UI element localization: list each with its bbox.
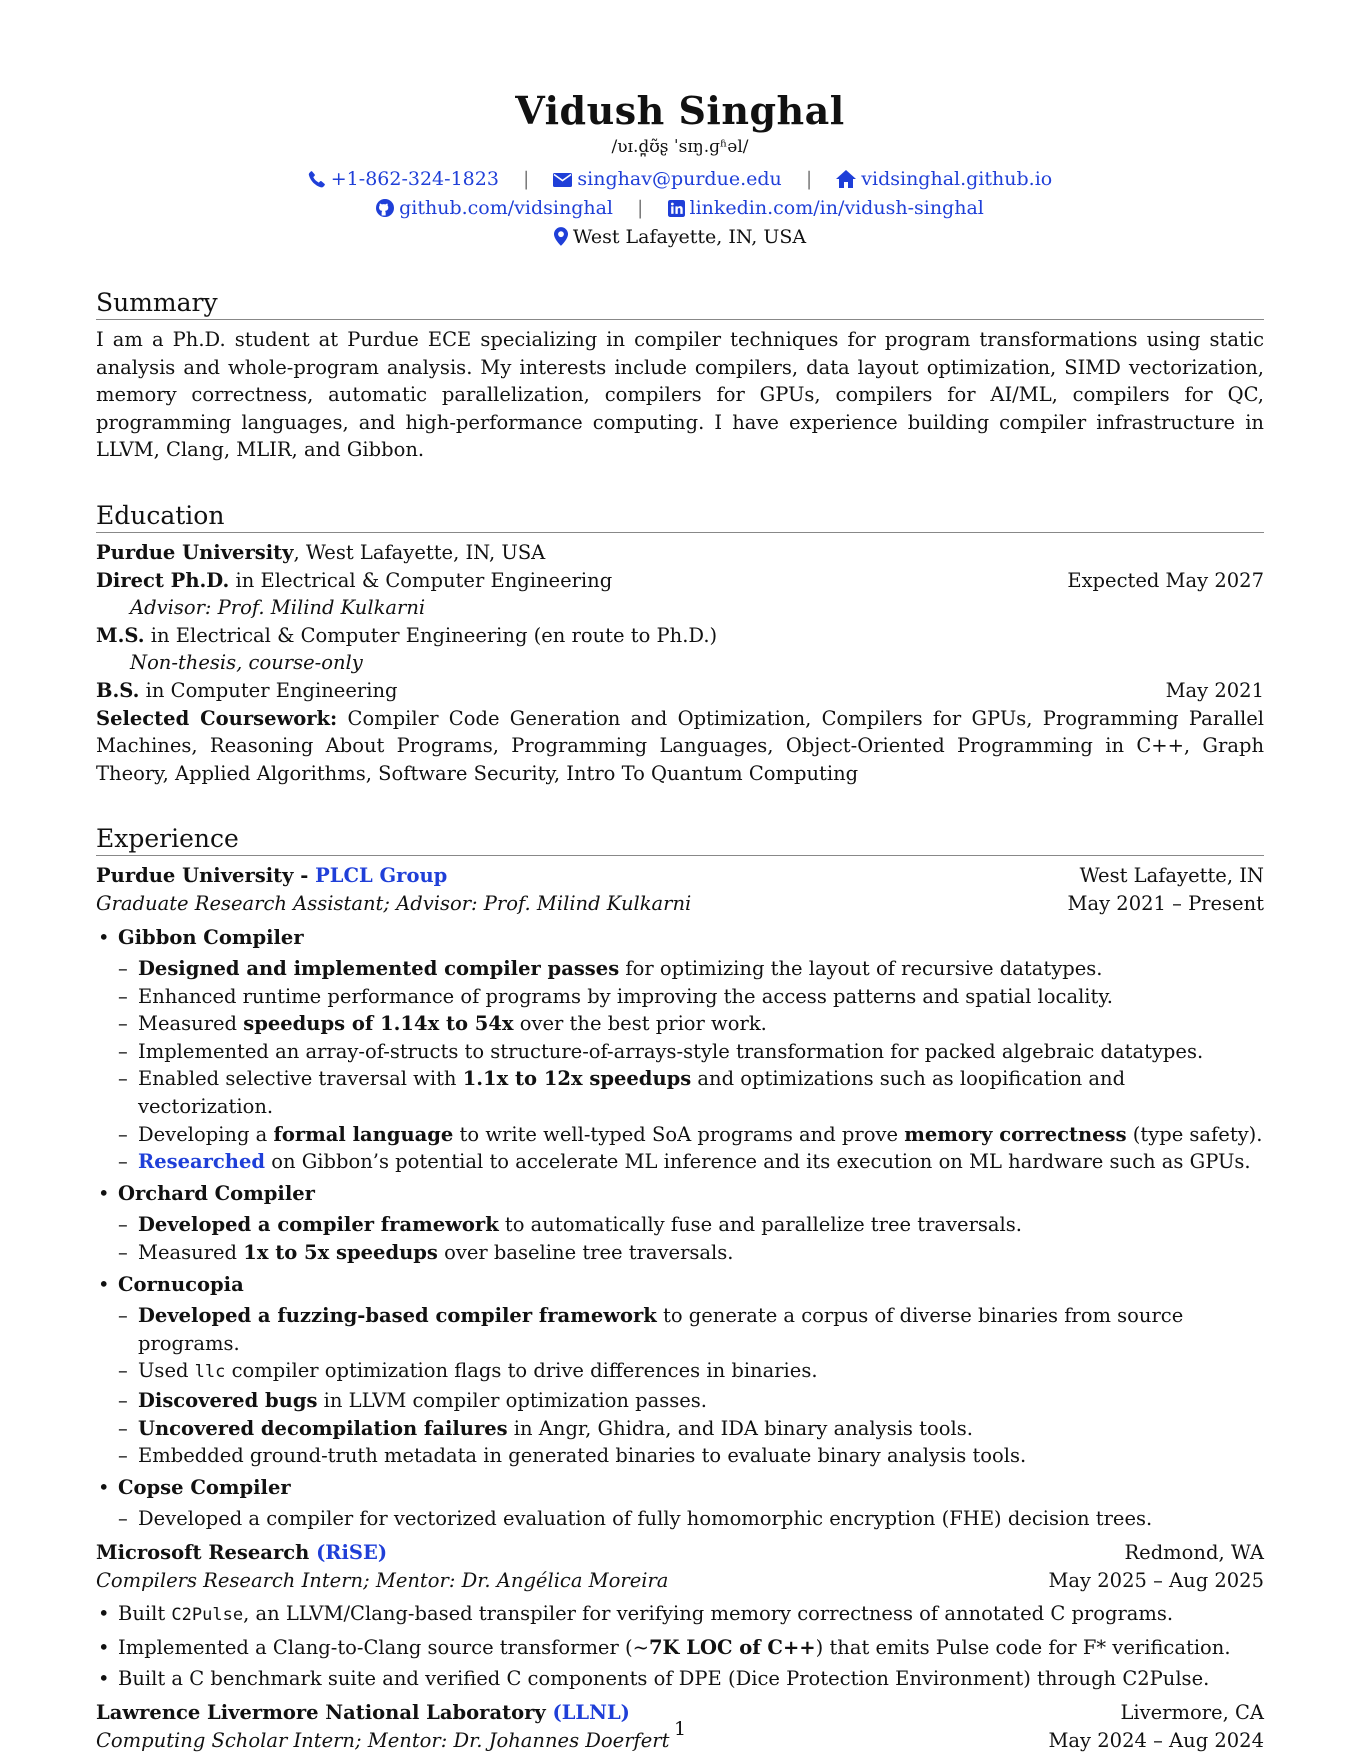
list-item: – Implemented an array-of-structs to structure-of-arrays-style transformation for packed algebraic datatypes. bbox=[118, 1038, 1264, 1066]
coursework bbox=[96, 705, 1264, 788]
purdue-dates: May 2021 – Present bbox=[1067, 891, 1264, 915]
item-text: over the best prior work. bbox=[513, 1012, 767, 1036]
code-text: C2Pulse bbox=[171, 1605, 244, 1626]
bold-text: Discovered bugs bbox=[138, 1389, 318, 1412]
list-item bbox=[118, 1302, 1264, 1357]
github-url: github.com/vidsinghal bbox=[399, 197, 613, 219]
item-text: Built bbox=[118, 1602, 172, 1626]
rise-group-link[interactable]: (RiSE) bbox=[316, 1540, 388, 1564]
bold-text: Developed a fuzzing-based compiler framework bbox=[138, 1304, 657, 1328]
list-item: – Enhanced runtime performance of programs by improving the access patterns and spatial locality. bbox=[118, 983, 1264, 1011]
msr-location: Redmond, WA bbox=[1124, 1540, 1264, 1564]
resume-header bbox=[96, 86, 1264, 253]
github-icon bbox=[376, 198, 394, 224]
purdue-org: Purdue University - bbox=[96, 864, 316, 888]
plcl-group-link[interactable]: PLCL Group bbox=[315, 864, 448, 888]
separator: | bbox=[805, 168, 813, 190]
item-text: over baseline tree traversals. bbox=[437, 1241, 734, 1265]
section-title-education: Education bbox=[96, 500, 1264, 533]
project-gibbon bbox=[96, 924, 1264, 1176]
msr-items bbox=[96, 1600, 1264, 1693]
bold-text: memory correctness bbox=[904, 1122, 1127, 1146]
purdue-location: West Lafayette, IN bbox=[1079, 864, 1264, 888]
list-item bbox=[118, 1387, 1264, 1415]
list-item bbox=[118, 955, 1264, 983]
website-link[interactable] bbox=[830, 168, 1052, 190]
section-title-summary: Summary bbox=[96, 287, 1264, 320]
phd-degree: Direct Ph.D. bbox=[96, 568, 230, 592]
website-url: vidsinghal.github.io bbox=[861, 168, 1053, 190]
list-item bbox=[96, 1600, 1264, 1630]
phone-link[interactable] bbox=[308, 168, 505, 190]
section-title-experience: Experience bbox=[96, 823, 1264, 856]
bold-text: speedups of 1.14x to 54x bbox=[243, 1012, 514, 1036]
msr-org: Microsoft Research bbox=[96, 1540, 317, 1564]
item-text: on Gibbon’s potential to accelerate ML inference and its execution on ML hardware such as GPUs. bbox=[265, 1150, 1251, 1174]
bs-row bbox=[96, 677, 1264, 705]
github-link[interactable] bbox=[376, 197, 619, 219]
item-text: Measured bbox=[138, 1241, 244, 1265]
list-item bbox=[118, 1065, 1264, 1120]
project-title: Cornucopia bbox=[118, 1272, 244, 1296]
linkedin-icon bbox=[668, 198, 685, 224]
project-orchard bbox=[96, 1180, 1264, 1267]
purdue-role-row bbox=[96, 890, 1264, 918]
msr-role: Compilers Research Intern; Mentor: Dr. Angélica Moreira bbox=[96, 1568, 669, 1592]
bs-degree: B.S. bbox=[96, 678, 140, 702]
project-title: Copse Compiler bbox=[118, 1475, 291, 1499]
contact-line-3 bbox=[96, 224, 1264, 253]
contact-line-1 bbox=[96, 166, 1264, 195]
item-text: in LLVM compiler optimization passes. bbox=[317, 1389, 708, 1412]
llnl-org: Lawrence Livermore National Laboratory bbox=[96, 1700, 553, 1724]
coursework-label: Selected Coursework: bbox=[96, 706, 338, 730]
cornucopia-items bbox=[118, 1302, 1264, 1470]
msr-role-row bbox=[96, 1567, 1264, 1595]
candidate-name: Vidush Singhal bbox=[515, 88, 845, 133]
phd-date: Expected May 2027 bbox=[1067, 568, 1264, 592]
item-text: Enabled selective traversal with bbox=[138, 1067, 463, 1091]
experience-purdue bbox=[96, 862, 1264, 1533]
purdue-org-row bbox=[96, 862, 1264, 890]
education-block bbox=[96, 539, 1264, 787]
gibbon-items bbox=[118, 955, 1264, 1176]
phone-number: +1-862-324-1823 bbox=[330, 168, 499, 190]
email-address: singhav@purdue.edu bbox=[577, 168, 782, 190]
list-item: – Developed a compiler for vectorized evaluation of fully homomorphic encryption (FHE) decision trees. bbox=[118, 1505, 1264, 1533]
ms-field: in Electrical & Computer Engineering (en route to Ph.D.) bbox=[144, 623, 718, 647]
code-text: llc bbox=[194, 1362, 226, 1383]
item-text: (type safety). bbox=[1126, 1122, 1263, 1146]
item-text: , an LLVM/Clang-based transpiler for verifying memory correctness of annotated C programs. bbox=[243, 1602, 1174, 1626]
llnl-link[interactable]: (LLNL) bbox=[552, 1700, 630, 1724]
item-text: to automatically fuse and parallelize tree traversals. bbox=[498, 1213, 1022, 1237]
school-line bbox=[96, 539, 1264, 567]
list-item bbox=[118, 1357, 1264, 1387]
name-pronunciation: /ʋɪ.d̪ʊ̃ʂ ˈsɪŋ.ɡʱəl/ bbox=[611, 137, 749, 157]
separator: | bbox=[522, 168, 530, 190]
project-title: Orchard Compiler bbox=[118, 1181, 315, 1205]
list-item: – Embedded ground-truth metadata in generated binaries to evaluate binary analysis tools. bbox=[118, 1442, 1264, 1470]
bold-text: 7K LOC of C++ bbox=[648, 1635, 816, 1659]
page-number: 1 bbox=[673, 1718, 687, 1740]
home-icon bbox=[836, 169, 856, 195]
phone-icon bbox=[308, 169, 326, 195]
item-text: for optimizing the layout of recursive datatypes. bbox=[619, 957, 1103, 981]
orchard-items bbox=[118, 1211, 1264, 1266]
list-item bbox=[118, 1010, 1264, 1038]
ms-degree: M.S. bbox=[96, 623, 145, 647]
map-pin-icon bbox=[554, 227, 568, 253]
experience-msr bbox=[96, 1539, 1264, 1693]
ms-row bbox=[96, 622, 1264, 650]
list-item bbox=[118, 1211, 1264, 1239]
llnl-dates: May 2024 – Aug 2024 bbox=[1048, 1728, 1264, 1752]
researched-link[interactable]: Researched bbox=[138, 1150, 265, 1174]
bold-text: Uncovered decompilation failures bbox=[138, 1416, 508, 1440]
coursework-list: Compiler Code Generation and Optimization, Compilers for GPUs, Programming Parallel Machines, Reasoning About Programs, Programming Languages, Object-Oriented Programming in C++, Graph Theory, Applied Algorithms, Software Security, Intro To Quantum Computing bbox=[96, 706, 1264, 785]
item-text: Measured bbox=[138, 1012, 244, 1036]
item-text: to write well-typed SoA programs and prove bbox=[453, 1122, 905, 1146]
list-item bbox=[118, 1239, 1264, 1267]
item-text: to generate a corpus of diverse binaries from source programs. bbox=[138, 1304, 1184, 1355]
project-title: Gibbon Compiler bbox=[118, 925, 304, 949]
item-text: and optimizations such as loopification and vectorization. bbox=[138, 1067, 1126, 1119]
list-item bbox=[118, 1415, 1264, 1443]
phd-field: in Electrical & Computer Engineering bbox=[229, 568, 613, 592]
msr-org-row bbox=[96, 1539, 1264, 1567]
linkedin-link[interactable] bbox=[661, 197, 983, 219]
phd-row bbox=[96, 567, 1264, 595]
bold-text: 1x to 5x speedups bbox=[243, 1241, 438, 1265]
item-text: Implemented a Clang-to-Clang source transformer (~ bbox=[118, 1635, 649, 1659]
school-location: , West Lafayette, IN, USA bbox=[293, 540, 546, 564]
separator: | bbox=[637, 197, 644, 219]
item-text: in Angr, Ghidra, and IDA binary analysis tools. bbox=[507, 1416, 973, 1440]
linkedin-url: linkedin.com/in/vidush-singhal bbox=[689, 197, 984, 219]
list-item bbox=[118, 1121, 1264, 1149]
summary-text: I am a Ph.D. student at Purdue ECE specializing in compiler techniques for program transformations using static analysis and whole-program analysis. My interests include compilers, data layout optimization, SIMD vectorization, memory correctness, automatic parallelization, compilers for GPUs, compilers for AI/ML, compilers for QC, programming languages, and high-performance computing. I have experience building compiler infrastructure in LLVM, Clang, MLIR, and Gibbon. bbox=[96, 328, 1264, 462]
list-item bbox=[96, 1634, 1264, 1662]
msr-dates: May 2025 – Aug 2025 bbox=[1048, 1568, 1264, 1592]
resume-page bbox=[96, 80, 1264, 1754]
item-text: Developing a bbox=[138, 1122, 274, 1146]
llnl-role: Computing Scholar Intern; Mentor: Dr. Johannes Doerfert bbox=[96, 1728, 670, 1752]
bs-date: May 2021 bbox=[1165, 678, 1264, 702]
school-name: Purdue University bbox=[96, 540, 294, 564]
contact-line-2 bbox=[96, 195, 1264, 224]
project-cornucopia bbox=[96, 1271, 1264, 1470]
list-item bbox=[118, 1148, 1264, 1176]
bold-text: formal language bbox=[273, 1122, 454, 1146]
purdue-role: Graduate Research Assistant; Advisor: Prof. Milind Kulkarni bbox=[96, 891, 692, 915]
phd-advisor: Advisor: Prof. Milind Kulkarni bbox=[130, 596, 426, 620]
bold-text: Designed and implemented compiler passes bbox=[138, 957, 620, 981]
bold-text: Developed a compiler framework bbox=[138, 1213, 499, 1237]
location-text: West Lafayette, IN, USA bbox=[572, 226, 807, 248]
list-item: • Built a C benchmark suite and verified C components of DPE (Dice Protection Environment) through C2Pulse. bbox=[96, 1665, 1264, 1693]
item-text: ) that emits Pulse code for F* verification. bbox=[815, 1635, 1231, 1659]
copse-items bbox=[118, 1505, 1264, 1533]
email-link[interactable] bbox=[547, 168, 787, 190]
bs-field: in Computer Engineering bbox=[139, 678, 398, 702]
bold-text: 1.1x to 12x speedups bbox=[462, 1067, 692, 1091]
ms-note: Non-thesis, course-only bbox=[130, 651, 363, 675]
envelope-icon bbox=[553, 169, 572, 195]
project-copse bbox=[96, 1474, 1264, 1533]
item-text: compiler optimization flags to drive differences in binaries. bbox=[225, 1359, 818, 1383]
llnl-location: Livermore, CA bbox=[1120, 1700, 1264, 1724]
purdue-projects bbox=[96, 924, 1264, 1533]
item-text: Used bbox=[138, 1359, 195, 1383]
